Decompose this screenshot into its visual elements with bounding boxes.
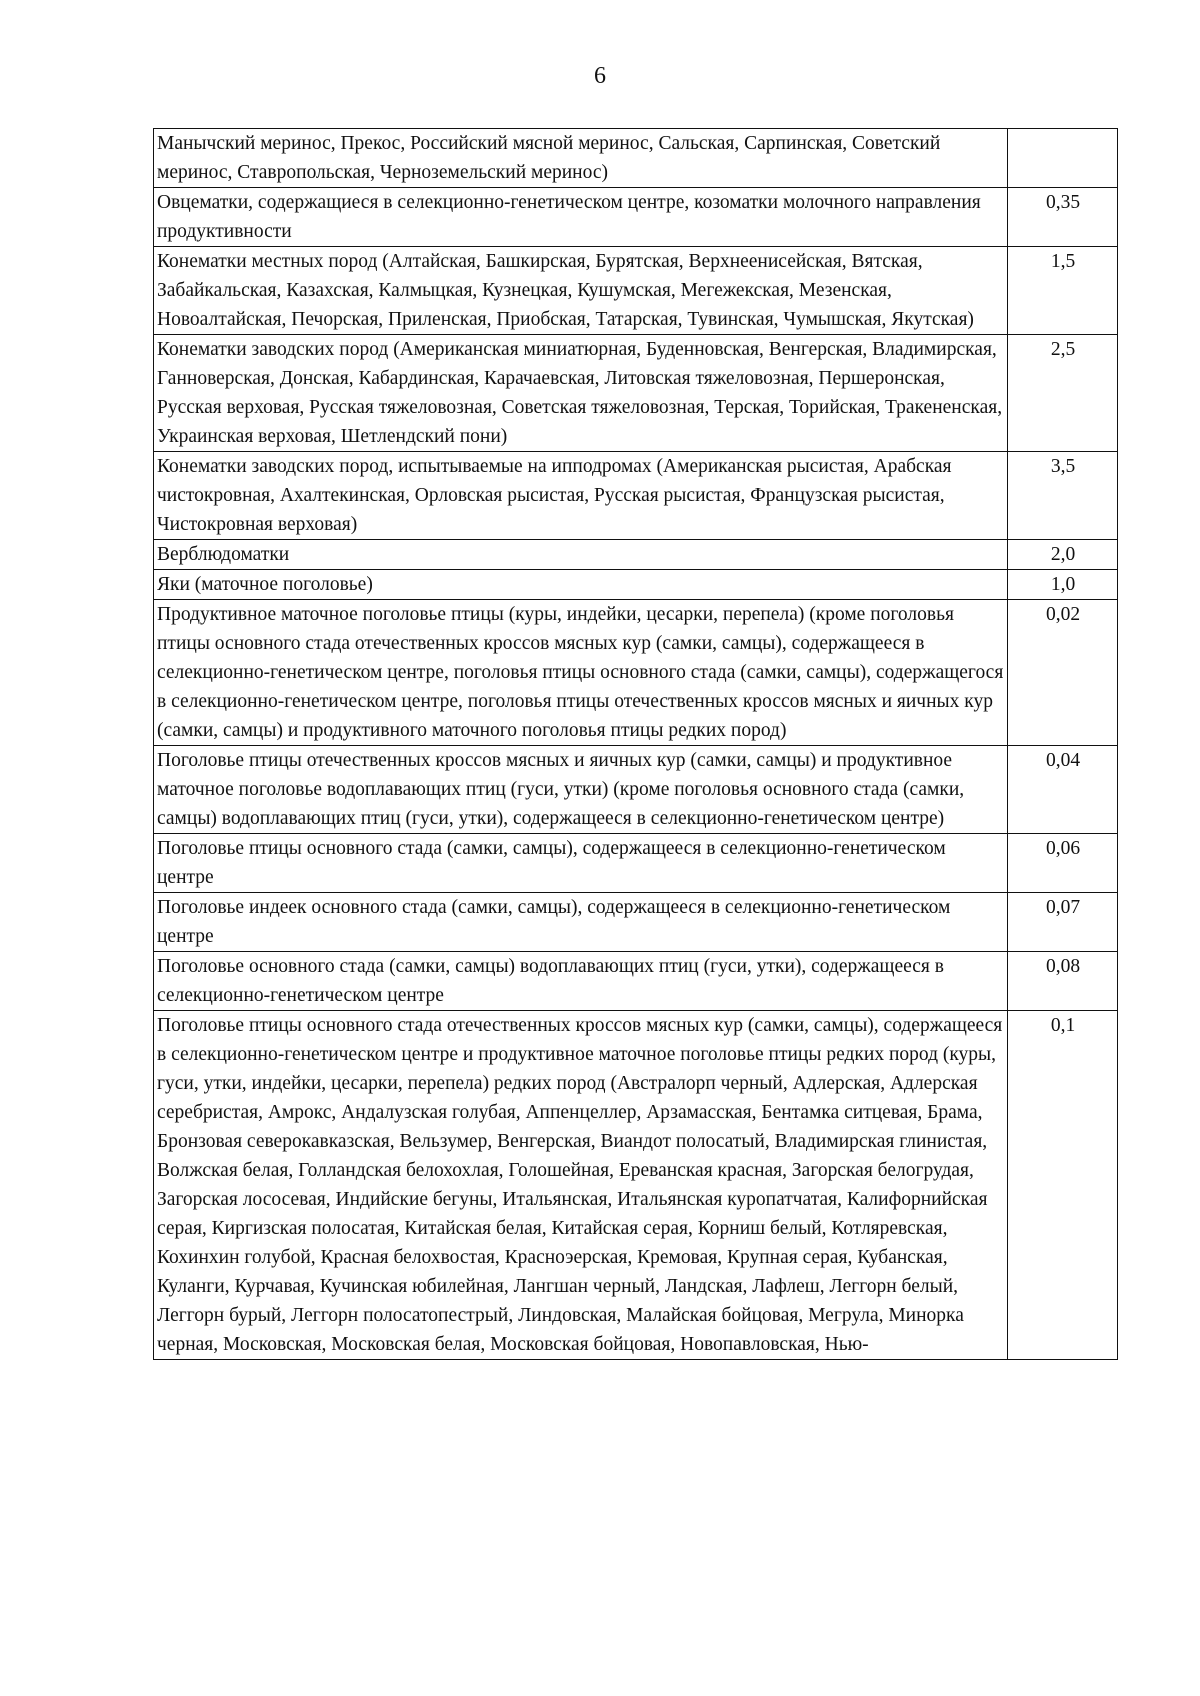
- table-cell-description: Манычский меринос, Прекос, Российский мясной меринос, Сальская, Сарпинская, Советский меринос, Ставропольская, Черноземельский меринос): [154, 129, 1008, 188]
- table-cell-coefficient: 3,5: [1008, 452, 1118, 540]
- table-cell-coefficient: 2,5: [1008, 335, 1118, 452]
- table-cell-description: Овцематки, содержащиеся в селекционно-генетическом центре, козоматки молочного направления продуктивности: [154, 188, 1008, 247]
- table-row: [154, 247, 1118, 335]
- table-cell-coefficient: 2,0: [1008, 540, 1118, 570]
- page-number: 6: [594, 63, 606, 89]
- table-cell-description: Конематки заводских пород, испытываемые на ипподромах (Американская рысистая, Арабская чистокровная, Ахалтекинская, Орловская рысистая, Русская рысистая, Французская рысистая, Чистокровная верховая): [154, 452, 1008, 540]
- table-cell-coefficient: 0,06: [1008, 834, 1118, 893]
- table-cell-description: Верблюдоматки: [154, 540, 1008, 570]
- table-row: [154, 952, 1118, 1011]
- table-row: [154, 452, 1118, 540]
- table-row: [154, 570, 1118, 600]
- table-cell-coefficient: 0,1: [1008, 1011, 1118, 1360]
- table-cell-description: Поголовье птицы отечественных кроссов мясных и яичных кур (самки, самцы) и продуктивное маточное поголовье водоплавающих птиц (гуси, утки) (кроме поголовья основного стада (самки, самцы) водоплавающих птиц (гуси, утки), содержащееся в селекционно-генетическом центре): [154, 746, 1008, 834]
- table-row: [154, 834, 1118, 893]
- table-cell-description: Конематки заводских пород (Американская миниатюрная, Буденновская, Венгерская, Владимирская, Ганноверская, Донская, Кабардинская, Карачаевская, Литовская тяжеловозная, Першеронская, Русская верховая, Русская тяжеловозная, Советская тяжеловозная, Терская, Торийская, Тракененская, Украинская верховая, Шетлендский пони): [154, 335, 1008, 452]
- table-row: [154, 129, 1118, 188]
- table-cell-description: Поголовье птицы основного стада отечественных кроссов мясных кур (самки, самцы), содержащееся в селекционно-генетическом центре и продуктивное маточное поголовье птицы редких пород (куры, гуси, утки, индейки, цесарки, перепела) редких пород (Австралорп черный, Адлерская, Адлерская серебристая, Амрокс, Андалузская голубая, Аппенцеллер, Арзамасская, Бентамка ситцевая, Брама, Бронзовая северокавказская, Вельзумер, Венгерская, Виандот полосатый, Владимирская глинистая, Волжская белая, Голландская белохохлая, Голошейная, Ереванская красная, Загорская белогрудая, Загорская лососевая, Индийские бегуны, Итальянская, Итальянская куропатчатая, Калифорнийская серая, Киргизская полосатая, Китайская белая, Китайская серая, Корниш белый, Котляревская, Кохинхин голубой, Красная белохвостая, Красноэерская, Кремовая, Крупная серая, Кубанская, Куланги, Курчавая, Кучинская юбилейная, Лангшан черный, Ландская, Лафлеш, Леггорн белый, Леггорн бурый, Леггорн полосатопестрый, Линдовская, Малайская бойцовая, Мегрула, Минорка черная, Московская, Московская белая, Московская бойцовая, Новопавловская, Нью-: [154, 1011, 1008, 1360]
- table-cell-description: Яки (маточное поголовье): [154, 570, 1008, 600]
- table-row: [154, 893, 1118, 952]
- table-row: [154, 600, 1118, 746]
- table-row: [154, 188, 1118, 247]
- table-cell-coefficient: 0,04: [1008, 746, 1118, 834]
- table-cell-coefficient: 0,08: [1008, 952, 1118, 1011]
- coefficient-table: [153, 128, 1118, 1360]
- table-cell-description: Поголовье основного стада (самки, самцы) водоплавающих птиц (гуси, утки), содержащееся в селекционно-генетическом центре: [154, 952, 1008, 1011]
- table-cell-coefficient: 1,0: [1008, 570, 1118, 600]
- table-cell-coefficient: 0,35: [1008, 188, 1118, 247]
- table-cell-coefficient: 1,5: [1008, 247, 1118, 335]
- table-row: [154, 746, 1118, 834]
- table-cell-description: Поголовье индеек основного стада (самки, самцы), содержащееся в селекционно-генетическом центре: [154, 893, 1008, 952]
- table-row: [154, 335, 1118, 452]
- table-cell-description: Поголовье птицы основного стада (самки, самцы), содержащееся в селекционно-генетическом центре: [154, 834, 1008, 893]
- table-cell-coefficient: 0,02: [1008, 600, 1118, 746]
- table-cell-coefficient: 0,07: [1008, 893, 1118, 952]
- table-row: [154, 540, 1118, 570]
- table-cell-description: Конематки местных пород (Алтайская, Башкирская, Бурятская, Верхнеенисейская, Вятская, Забайкальская, Казахская, Калмыцкая, Кузнецкая, Кушумская, Мегежекская, Мезенская, Новоалтайская, Печорская, Приленская, Приобская, Татарская, Тувинская, Чумышская, Якутская): [154, 247, 1008, 335]
- table-cell-description: Продуктивное маточное поголовье птицы (куры, индейки, цесарки, перепела) (кроме поголовья птицы основного стада отечественных кроссов мясных кур (самки, самцы), содержащееся в селекционно-генетическом центре, поголовья птицы основного стада (самки, самцы), содержащегося в селекционно-генетическом центре, поголовья птицы отечественных кроссов мясных и яичных кур (самки, самцы) и продуктивного маточного поголовья птицы редких пород): [154, 600, 1008, 746]
- table-cell-coefficient: [1008, 129, 1118, 188]
- table-row: [154, 1011, 1118, 1360]
